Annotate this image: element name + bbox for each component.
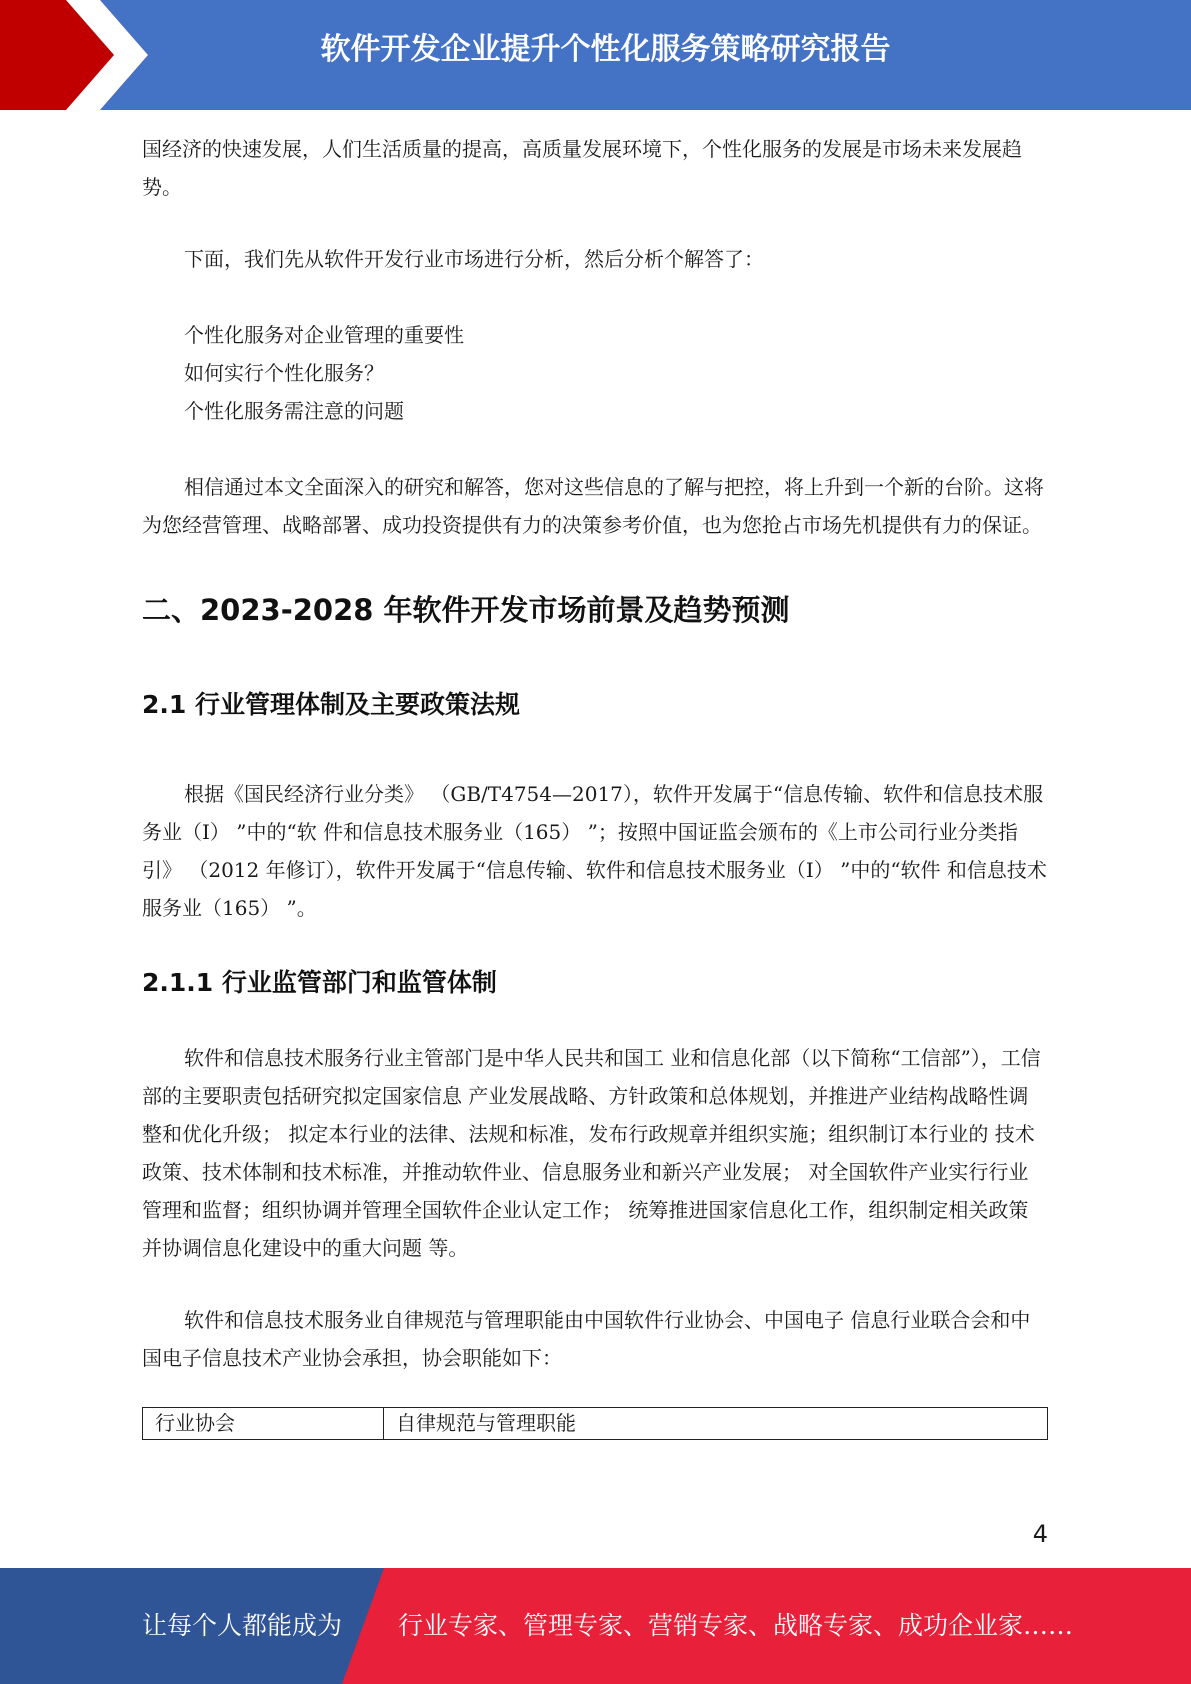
table-row (143, 1408, 1048, 1440)
table-header-cell: 行业协会 (143, 1408, 384, 1440)
subsection-heading: 2.1.1 行业监管部门和监管体制 (142, 968, 497, 997)
main-content (142, 130, 1048, 1440)
page-number: 4 (1032, 1520, 1048, 1548)
page-header (0, 0, 1191, 110)
table-header-cell: 自律规范与管理职能 (384, 1408, 1048, 1440)
intro-paragraph-1: 国经济的快速发展，人们生活质量的提高，高质量发展环境下，个性化服务的发展是市场未来发展趋势。 (142, 137, 1022, 199)
footer-slogan-right: 行业专家、管理专家、营销专家、战略专家、成功企业家…… (398, 1611, 1074, 1640)
page-footer (0, 1568, 1191, 1684)
association-table (142, 1407, 1048, 1440)
footer-slogan-left: 让每个人都能成为 (142, 1611, 343, 1640)
intro-paragraph-2: 下面，我们先从软件开发行业市场进行分析，然后分析个解答了： (184, 247, 764, 271)
association-paragraph: 软件和信息技术服务业自律规范与管理职能由中国软件行业协会、中国电子 信息行业联合会和中国电子信息技术产业协会承担，协会职能如下： (142, 1308, 1031, 1370)
section-heading: 二、2023-2028 年软件开发市场前景及趋势预测 (142, 593, 790, 627)
header-title: 软件开发企业提升个性化服务策略研究报告 (320, 32, 891, 67)
list-item: 如何实行个性化服务？ (184, 361, 384, 385)
subsection-heading: 2.1 行业管理体制及主要政策法规 (142, 690, 520, 719)
subsection-paragraph: 根据《国民经济行业分类》 （GB/T4754—2017），软件开发属于“信息传输、软件和信息技术服务业（I） ”中的“软 件和信息技术服务业（165） ”；按照中国证监会颁布的《上市公司行业分类指引》 （2012 年修订），软件开发属于“信息传输、软件和信息技术服务业（I） ”中的“软件 和信息技术服务业（165） ”。 (142, 782, 1047, 920)
regulation-paragraph: 软件和信息技术服务行业主管部门是中华人民共和国工 业和信息化部（以下简称“工信部”），工信部的主要职责包括研究拟定国家信息 产业发展战略、方针政策和总体规划，并推进产业结构战略性调整和优化升级； 拟定本行业的法律、法规和标准，发布行政规章并组织实施；组织制订本行业的 技术政策、技术体制和技术标准，并推动软件业、信息服务业和新兴产业发展； 对全国软件产业实行行业管理和监督；组织协调并管理全国软件企业认定工作； 统筹推进国家信息化工作，组织制定相关政策并协调信息化建设中的重大问题 等。 (142, 1046, 1041, 1260)
list-item: 个性化服务需注意的问题 (184, 399, 404, 423)
list-item: 个性化服务对企业管理的重要性 (184, 323, 464, 347)
intro-paragraph-3: 相信通过本文全面深入的研究和解答，您对这些信息的了解与把控，将上升到一个新的台阶。这将为您经营管理、战略部署、成功投资提供有力的决策参考价值，也为您抢占市场先机提供有力的保证。 (142, 475, 1044, 537)
question-list (142, 316, 1048, 430)
